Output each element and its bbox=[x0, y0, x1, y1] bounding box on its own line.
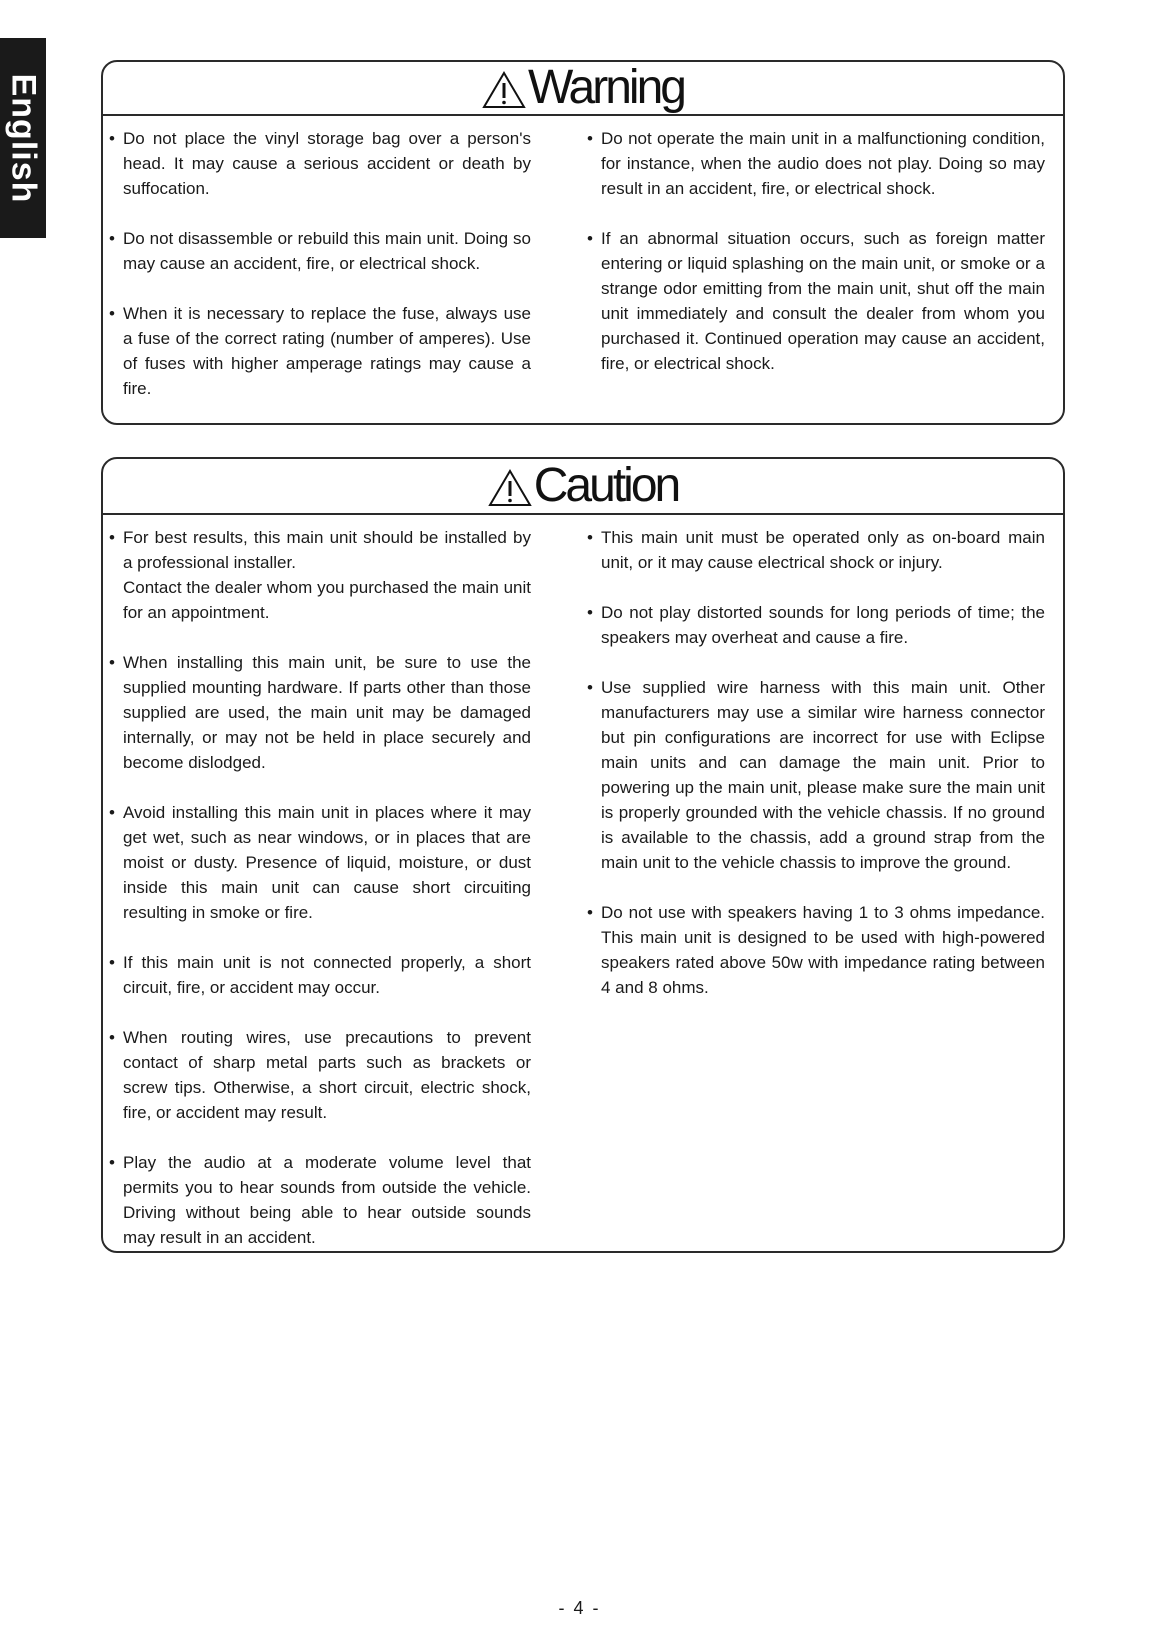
warning-left-column bbox=[109, 126, 577, 426]
bullet-icon: • bbox=[109, 528, 115, 547]
list-item: • When installing this main unit, be sure to use the supplied mounting hardware. If parts other than those supplied are used, the main unit may be damaged internally, or may not be held in place securely and become dislodged. bbox=[109, 650, 531, 775]
language-tab bbox=[0, 38, 46, 238]
warning-title bbox=[482, 61, 684, 114]
page-number: - 4 - bbox=[558, 1598, 601, 1618]
bullet-icon: • bbox=[587, 528, 593, 547]
caution-title bbox=[488, 459, 679, 512]
bullet-icon: • bbox=[109, 1153, 115, 1172]
warning-right-column bbox=[577, 126, 1045, 426]
warning-triangle-icon bbox=[482, 71, 526, 109]
caution-header bbox=[103, 459, 1063, 515]
list-item: • If an abnormal situation occurs, such as foreign matter entering or liquid splashing on the main unit, or smoke or a strange odor emitting from the main unit, shut off the main unit immediately and consult the dealer from whom you purchased it. Continued operation may cause an accident, fire, or electrical shock. bbox=[587, 226, 1045, 376]
bullet-icon: • bbox=[109, 1028, 115, 1047]
bullet-icon: • bbox=[587, 129, 593, 148]
list-item: • Do not disassemble or rebuild this main unit. Doing so may cause an accident, fire, or electrical shock. bbox=[109, 226, 531, 276]
bullet-icon: • bbox=[587, 603, 593, 622]
list-item: • Avoid installing this main unit in places where it may get wet, such as near windows, or in places that are moist or dusty. Presence of liquid, moisture, or dust inside this main unit can cause short circuiting resulting in smoke or fire. bbox=[109, 800, 531, 925]
list-item: • This main unit must be operated only as on-board main unit, or it may cause electrical shock or injury. bbox=[587, 525, 1045, 575]
list-item: • Do not place the vinyl storage bag over a person's head. It may cause a serious accident or death by suffocation. bbox=[109, 126, 531, 201]
warning-box bbox=[101, 60, 1065, 425]
warning-columns bbox=[103, 116, 1063, 426]
caution-right-column bbox=[577, 525, 1045, 1275]
warning-header bbox=[103, 62, 1063, 116]
caution-columns bbox=[103, 515, 1063, 1275]
list-item: • If this main unit is not connected properly, a short circuit, fire, or accident may occur. bbox=[109, 950, 531, 1000]
bullet-icon: • bbox=[587, 229, 593, 248]
bullet-icon: • bbox=[109, 953, 115, 972]
bullet-icon: • bbox=[109, 803, 115, 822]
bullet-icon: • bbox=[109, 129, 115, 148]
bullet-icon: • bbox=[109, 653, 115, 672]
list-item: • When routing wires, use precautions to prevent contact of sharp metal parts such as brackets or screw tips. Otherwise, a short circuit, electric shock, fire, or accident may result. bbox=[109, 1025, 531, 1125]
bullet-icon: • bbox=[587, 903, 593, 922]
list-item: • Do not play distorted sounds for long periods of time; the speakers may overheat and cause a fire. bbox=[587, 600, 1045, 650]
list-item: • Do not operate the main unit in a malfunctioning condition, for instance, when the audio does not play. Doing so may result in an accident, fire, or electrical shock. bbox=[587, 126, 1045, 201]
bullet-icon: • bbox=[109, 304, 115, 323]
caution-left-column bbox=[109, 525, 577, 1275]
list-item: • Do not use with speakers having 1 to 3 ohms impedance. This main unit is designed to be used with high-powered speakers rated above 50w with impedance rating between 4 and 8 ohms. bbox=[587, 900, 1045, 1000]
bullet-icon: • bbox=[109, 229, 115, 248]
bullet-icon: • bbox=[587, 678, 593, 697]
list-item: • When it is necessary to replace the fuse, always use a fuse of the correct rating (number of amperes). Use of fuses with higher amperage ratings may cause a fire. bbox=[109, 301, 531, 401]
warning-title-text: Warning bbox=[528, 61, 684, 114]
list-item: • For best results, this main unit should be installed by a professional installer. Contact the dealer whom you purchased the main unit for an appointment. bbox=[109, 525, 531, 625]
language-tab-label: English bbox=[4, 73, 43, 203]
caution-triangle-icon bbox=[488, 469, 532, 507]
caution-title-text: Caution bbox=[533, 459, 679, 512]
list-item: • Play the audio at a moderate volume level that permits you to hear sounds from outside the vehicle. Driving without being able to hear outside sounds may result in an accident. bbox=[109, 1150, 531, 1250]
list-item: • Use supplied wire harness with this main unit. Other manufacturers may use a similar wire harness connector but pin configurations are incorrect for use with Eclipse main units and can damage the main unit. Prior to powering up the main unit, please make sure the main unit is properly grounded with the vehicle chassis. If no ground is available to the chassis, add a ground strap from the main unit to the vehicle chassis to improve the ground. bbox=[587, 675, 1045, 875]
caution-box bbox=[101, 457, 1065, 1253]
